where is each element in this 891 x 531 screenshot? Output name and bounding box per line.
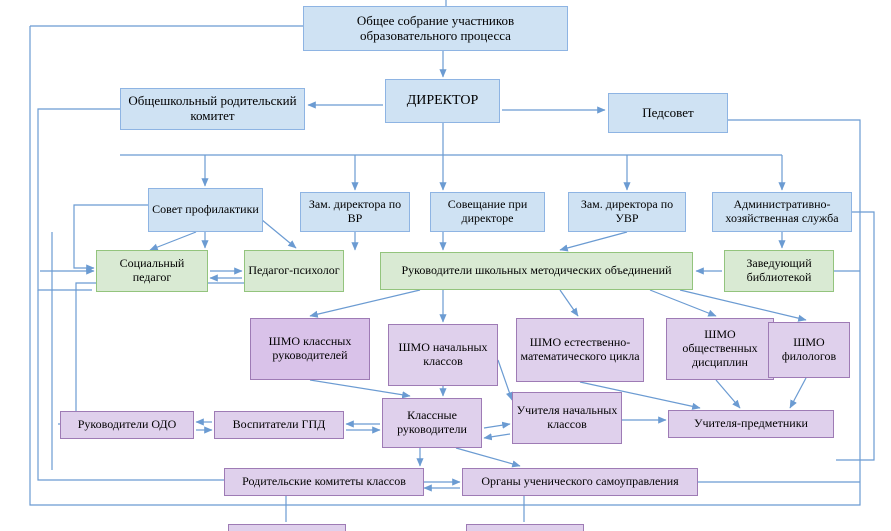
node-label: Заведующий библиотекой (746, 256, 812, 284)
node-teacher-psychologist (244, 250, 344, 292)
node-label: Учителя-предметники (694, 416, 808, 431)
node-subject-teachers (668, 410, 834, 438)
node-label: Руководители ОДО (77, 417, 177, 432)
node-label: ШМО начальных классов (398, 340, 488, 368)
node-label: Совет профилактики (152, 202, 259, 217)
node-primary-class-teachers (512, 392, 622, 444)
node-label: Педагог-психолог (248, 263, 340, 278)
node-label: Общешкольный родительский комитет (128, 93, 297, 123)
node-label: ШМО естественно-математического цикла (520, 335, 640, 363)
node-shmo-primary-classes (388, 324, 498, 386)
node-heads-of-odo (60, 411, 194, 439)
node-label: Родительские комитеты классов (242, 474, 406, 489)
node-prevention-council (148, 188, 263, 232)
node-class-parent-committees (224, 468, 424, 496)
node-meeting-at-director (430, 192, 545, 232)
node-label: Зам. директора по ВР (308, 197, 402, 225)
node-label: ШМО общественных дисциплин (682, 327, 758, 369)
node-label: Воспитатели ГПД (232, 417, 326, 432)
node-label: Педсовет (642, 104, 694, 120)
node-label: Административно-хозяйственная служба (725, 197, 839, 225)
node-student-government (462, 468, 698, 496)
node-label: Зам. директора по УВР (580, 197, 674, 225)
node-social-teacher (96, 250, 208, 292)
node-class-teachers (382, 398, 482, 448)
node-label: Совещание при директоре (447, 197, 528, 225)
node-general-meeting (303, 6, 568, 51)
node-bottom-right-stub (466, 524, 584, 531)
node-gpd-educators (214, 411, 344, 439)
node-director (385, 79, 500, 123)
node-shmo-class-teachers (250, 318, 370, 380)
node-pedsovet (608, 93, 728, 133)
node-label: Классные руководители (397, 408, 467, 436)
node-label: Общее собрание участников образовательного процесса (356, 12, 515, 43)
node-shmo-social-disciplines (666, 318, 774, 380)
node-parent-committee (120, 88, 305, 130)
node-label: ШМО филологов (781, 335, 837, 363)
node-administrative-economic-service (712, 192, 852, 232)
node-deputy-director-vr (300, 192, 410, 232)
node-label: ШМО классных руководителей (268, 334, 352, 362)
node-label: Органы ученического самоуправления (481, 474, 679, 489)
node-shmo-science-math-cycle (516, 318, 644, 382)
node-label: Руководители школьных методических объединений (401, 263, 672, 278)
node-label: Социальный педагог (119, 256, 185, 284)
node-heads-of-methodical-associations (380, 252, 693, 290)
node-label: ДИРЕКТОР (406, 92, 479, 108)
node-head-librarian (724, 250, 834, 292)
node-bottom-left-stub (228, 524, 346, 531)
node-label: Учителя начальных классов (516, 403, 618, 431)
node-shmo-philologists (768, 322, 850, 378)
node-deputy-director-uvr (568, 192, 686, 232)
